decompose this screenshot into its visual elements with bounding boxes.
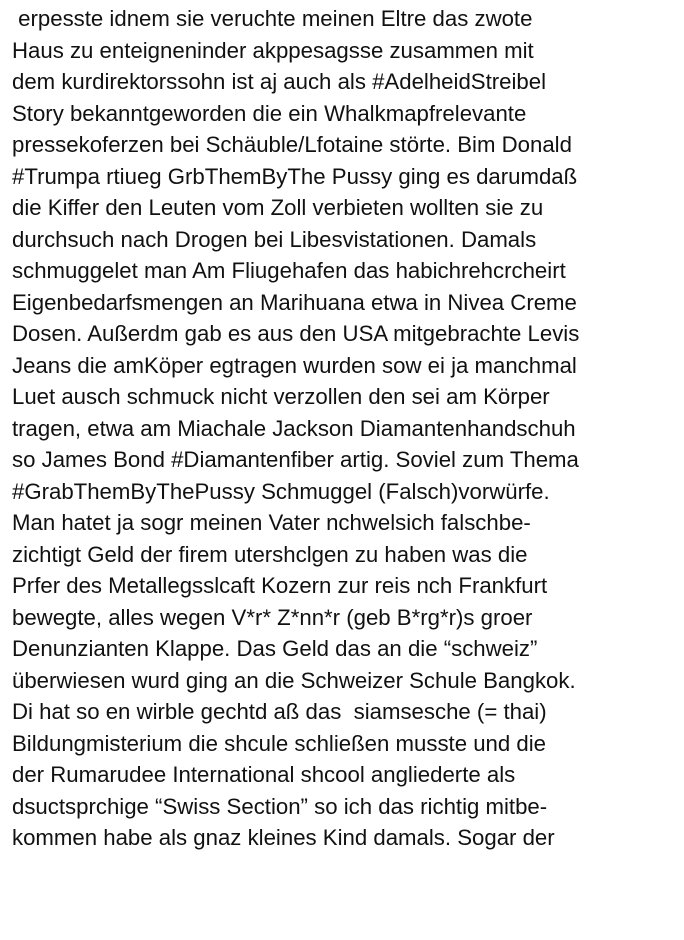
text-line: pressekoferzen bei Schäuble/Lfotaine störte. Bim Donald <box>12 132 572 157</box>
text-line: die Kiffer den Leuten vom Zoll verbieten wollten sie zu <box>12 195 544 220</box>
text-line: kommen habe als gnaz kleines Kind damals. Sogar der <box>12 825 555 850</box>
text-line: durchsuch nach Drogen bei Libesvistationen. Damals <box>12 226 537 252</box>
text-line: der Rumarudee International shcool angliederte als <box>12 762 516 787</box>
text-line: Luet ausch schmuck nicht verzollen den sei am Körper <box>12 384 550 409</box>
text-line: schmuggelet man Am Fliugehafen das habichrehcrcheirt <box>12 258 566 283</box>
text-line: Haus zu enteigneninder akppesagsse zusammen mit <box>12 37 534 63</box>
text-line: #GrabThemByThePussy Schmuggel (Falsch)vorwürfe. <box>12 478 550 504</box>
text-line: Dosen. Außerdm gab es aus den USA mitgebrachte Levis <box>12 321 580 346</box>
text-line: Prfer des Metallegsslcaft Kozern zur reis nch Frankfurt <box>12 573 548 598</box>
text-line: so James Bond #Diamantenfiber artig. Soviel zum Thema <box>12 447 579 472</box>
text-line: Bildungmisterium die shcule schließen musste und die <box>12 730 546 756</box>
text-line: #Trumpa rtiueg GrbThemByThe Pussy ging es darumdaß <box>12 163 578 189</box>
text-line: bewegte, alles wegen V*r* Z*nn*r (geb B*rg*r)s groer <box>12 604 533 630</box>
text-line: überwiesen wurd ging an die Schweizer Schule Bangkok. <box>12 667 576 693</box>
text-line: erpesste idnem sie veruchte meinen Eltre das zwote <box>12 6 533 31</box>
text-line: Jeans die amKöper egtragen wurden sow ei ja manchmal <box>12 352 577 378</box>
text-line: dem kurdirektorssohn ist aj auch als #AdelheidStreibel <box>12 69 547 94</box>
body-text <box>12 3 680 854</box>
text-line: zichtigt Geld der firem utershclgen zu haben was die <box>12 541 528 567</box>
text-line: Man hatet ja sogr meinen Vater nchwelsich falschbe- <box>12 510 531 535</box>
text-line: tragen, etwa am Miachale Jackson Diamantenhandschuh <box>12 415 576 441</box>
text-line: dsuctsprchige “Swiss Section” so ich das richtig mitbe- <box>12 793 548 819</box>
text-line: Eigenbedarfsmengen an Marihuana etwa in Nivea Creme <box>12 289 577 315</box>
text-line: Denunzianten Klappe. Das Geld das an die “schweiz” <box>12 636 538 661</box>
text-line: Di hat so en wirble gechtd aß das siamsesche (= thai) <box>12 699 547 724</box>
text-line: Story bekanntgeworden die ein Whalkmapfrelevante <box>12 100 527 126</box>
